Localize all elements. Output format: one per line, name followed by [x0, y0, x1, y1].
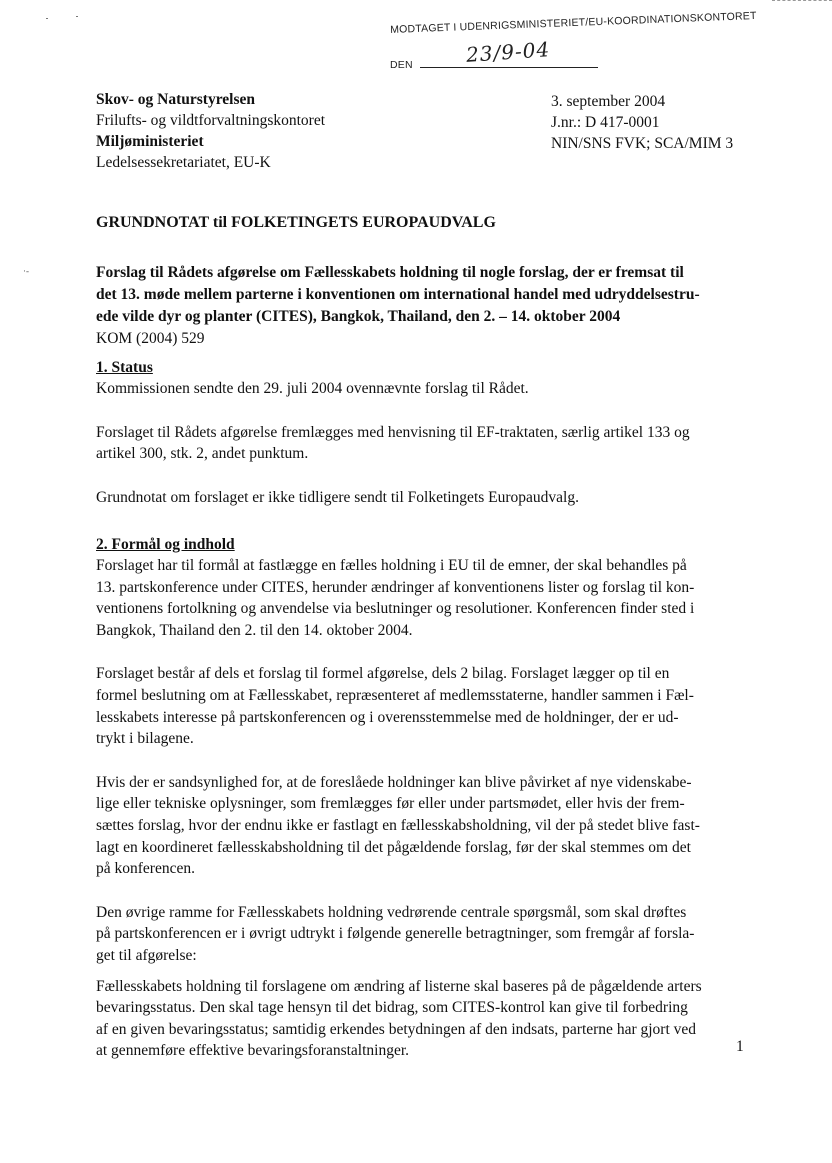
reference-code: NIN/SNS FVK; SCA/MIM 3 — [551, 135, 734, 152]
text-line: artikel 300, stk. 2, andet punktum. — [96, 445, 309, 463]
text-line: det 13. møde mellem parterne i konventionen om international handel med udryddelsestru- — [96, 286, 700, 303]
text-line: 13. partskonference under CITES, herunder ændringer af konventionens lister og forslag til kon- — [96, 578, 695, 596]
paragraph — [96, 422, 756, 465]
text-line: Bangkok, Thailand den 2. til den 14. oktober 2004. — [96, 621, 413, 639]
text-line: af en given bevaringsstatus; samtidig erkendes betydningen af den indsats, parterne har gjort ved — [96, 1020, 697, 1038]
document-type-heading: GRUNDNOTAT til FOLKETINGETS EUROPAUDVALG — [96, 214, 496, 231]
paragraph-gap — [96, 967, 756, 976]
stamp-handwritten-date: 23/9-04 — [465, 37, 551, 67]
sender-ministry: Miljøministeriet — [96, 133, 204, 150]
scan-artifact — [772, 0, 832, 1]
proposal-block — [96, 262, 756, 350]
paragraph — [96, 663, 756, 749]
document-date: 3. september 2004 — [551, 93, 666, 110]
text-line: Forslaget består af dels et forslag til formel afgørelse, dels 2 bilag. Forslaget lægger op til en — [96, 665, 670, 683]
received-stamp — [388, 6, 757, 76]
section-heading: 2. Formål og indhold — [96, 536, 235, 553]
text-line: Grundnotat om forslaget er ikke tidligere sendt til Folketingets Europaudvalg. — [96, 488, 579, 506]
text-line: formel beslutning om at Fællesskabet, repræsenteret af medlemsstaterne, handler sammen i Fæl- — [96, 686, 694, 704]
text-line: lige eller tekniske oplysninger, som fremlægges før eller under partsmødet, eller hvis der frem- — [96, 795, 685, 813]
section-body — [96, 555, 756, 1062]
proposal-reference: KOM (2004) 529 — [96, 330, 205, 347]
paragraph-gap — [96, 750, 756, 772]
text-line: sættes forslag, hvor der endnu ikke er fastlagt en fællesskabsholdning, vil der på stedet blive fast- — [96, 816, 700, 834]
paragraph — [96, 487, 756, 509]
reference-block — [551, 91, 733, 154]
sender-block — [96, 89, 325, 173]
proposal-title — [96, 262, 756, 328]
paragraph — [96, 976, 756, 1062]
paragraph — [96, 378, 756, 400]
text-line: ventionens fortolkning og anvendelse via beslutninger og resolutioner. Konferencen finder sted i — [96, 600, 695, 618]
section-body — [96, 378, 756, 508]
stamp-date-underline — [420, 67, 598, 68]
paragraph-gap — [96, 641, 756, 663]
section-heading: 1. Status — [96, 359, 153, 376]
paragraph-gap — [96, 400, 756, 422]
sender-department: Ledelsessekretariatet, EU-K — [96, 154, 271, 171]
paragraph-gap — [96, 465, 756, 487]
text-line: på konferencen. — [96, 860, 195, 878]
text-line: Fællesskabets holdning til forslagene om ændring af listerne skal baseres på de pågældende arters — [96, 977, 702, 995]
text-line: Forslaget har til formål at fastlægge en fælles holdning i EU til de emner, der skal behandles på — [96, 557, 687, 574]
text-line: bevaringsstatus. Den skal tage hensyn til det bidrag, som CITES-kontrol kan give til forbedring — [96, 999, 688, 1017]
stamp-den-label: DEN — [390, 59, 413, 71]
text-line: Forslag til Rådets afgørelse om Fællesskabets holdning til nogle forslag, der er fremsat til — [96, 264, 684, 281]
text-line: Forslaget til Rådets afgørelse fremlægges med henvisning til EF-traktaten, særlig artikel 133 og — [96, 423, 690, 441]
scan-speck — [76, 16, 78, 17]
text-line: på partskonferencen er i øvrigt udtrykt i følgende generelle betragtninger, som fremgår af forsla- — [96, 925, 695, 943]
text-line: at gennemføre effektive bevaringsforanstaltninger. — [96, 1042, 410, 1060]
stamp-text: MODTAGET I UDENRIGSMINISTERIET/EU-KOORDINATIONSKONTORET — [390, 9, 757, 36]
section-status — [96, 358, 756, 508]
text-line: Kommissionen sendte den 29. juli 2004 ovennævnte forslag til Rådet. — [96, 380, 529, 397]
sender-agency: Skov- og Naturstyrelsen — [96, 91, 256, 108]
text-line: trykt i bilagene. — [96, 730, 194, 748]
scan-speck — [46, 18, 48, 19]
text-line: Hvis der er sandsynlighed for, at de foreslåede holdninger kan blive påvirket af nye videnskabe- — [96, 773, 692, 791]
text-line: Den øvrige ramme for Fællesskabets holdning vedrørende centrale spørgsmål, som skal drøftes — [96, 903, 687, 921]
page-number: 1 — [736, 1038, 744, 1055]
text-line: ede vilde dyr og planter (CITES), Bangkok, Thailand, den 2. – 14. oktober 2004 — [96, 308, 621, 325]
journal-number: J.nr.: D 417-0001 — [551, 114, 660, 131]
text-line: get til afgørelse: — [96, 946, 197, 964]
margin-mark: ·- — [23, 266, 29, 276]
paragraph — [96, 902, 756, 967]
section-purpose-content — [96, 535, 756, 1062]
paragraph — [96, 772, 756, 880]
text-line: lagt en koordineret fællesskabsholdning til det pågældende forslag, før der skal stemmes om det — [96, 838, 691, 856]
paragraph — [96, 555, 756, 641]
text-line: lesskabets interesse på partskonferencen og i overensstemmelse med de holdninger, der er ud- — [96, 708, 679, 726]
sender-office: Frilufts- og vildtforvaltningskontoret — [96, 112, 326, 129]
paragraph-gap — [96, 880, 756, 902]
